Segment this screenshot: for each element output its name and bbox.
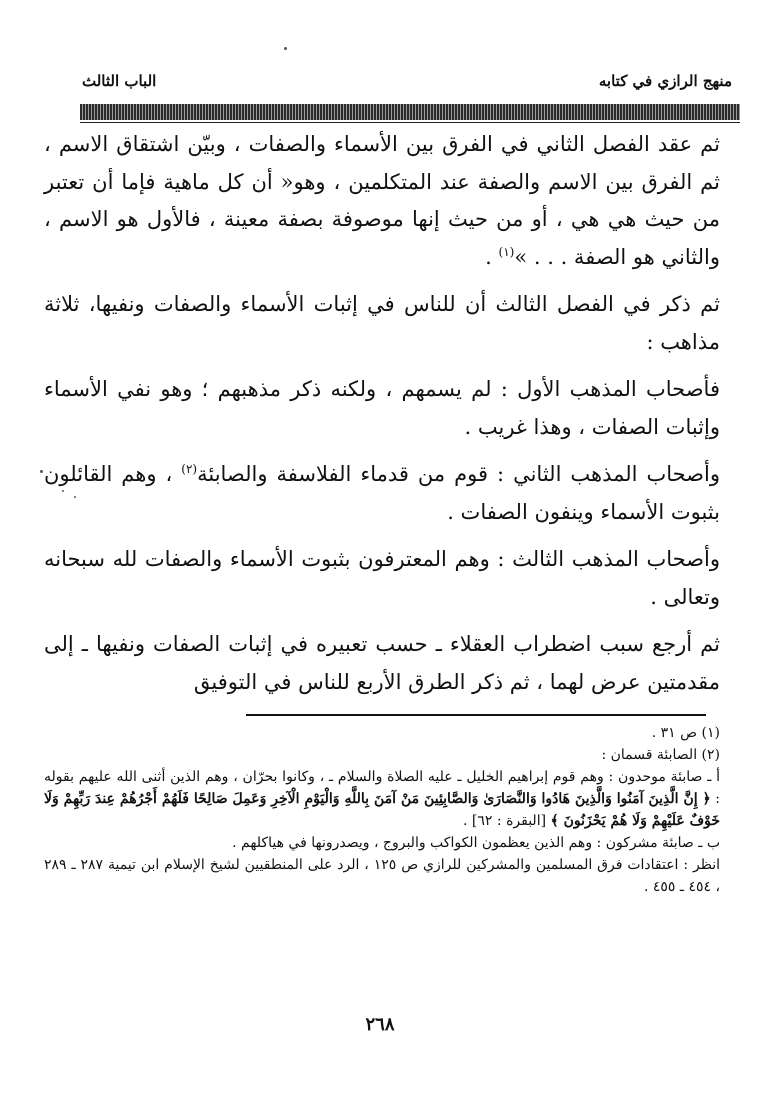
footnote-2-title: (٢) الصابئة قسمان :	[601, 747, 720, 763]
paragraph-tail: .	[485, 244, 499, 269]
paragraph-text: ثم ذكر في الفصل الثالث أن للناس في إثبات الأسماء والصفات ونفيها، ثلاثة مذاهب :	[44, 292, 720, 354]
paragraph	[44, 286, 720, 361]
footnote-1: (١) ص ٣١ .	[651, 725, 720, 741]
footnote-2a-text: أ ـ صابئة موحدون : وهم قوم إبراهيم الخليل ـ عليه الصلاة والسلام ـ ، وكانوا بحرّان ، وهم الذين أثنى الله عليهم بقوله :	[44, 769, 721, 807]
page-number: ٢٦٨	[365, 1014, 395, 1035]
paragraph	[44, 371, 720, 446]
paragraph-tail: ، وهم القائلون بثبوت الأسماء وينفون الصفات .	[44, 462, 720, 524]
paragraph-text: ثم عقد الفصل الثاني في الفرق بين الأسماء والصفات ، وبيّن اشتقاق الاسم ، ثم الفرق بين الاسم والصفة عند المتكلمين ، وهو« أن كل ماهية فإما أن تعتبر من حيث هي هي ، أو من حيث إنها موصوفة بصفة معينة ، فالأول هو الاسم ، والثاني هو الصفة . . . »	[44, 132, 720, 269]
scan-speck	[284, 47, 287, 50]
paragraph-text: وأصحاب المذهب الثاني : قوم من قدماء الفلاسفة والصابئة	[197, 462, 720, 486]
footnote-2a	[44, 766, 720, 832]
paragraph-text: وأصحاب المذهب الثالث : وهم المعترفون بثبوت الأسماء والصفات لله سبحانه وتعالى .	[44, 547, 720, 609]
footnote-2b: ب ـ صابئة مشركون : وهم الذين يعظمون الكواكب والبروج ، ويصدرونها في هياكلهم .	[232, 835, 720, 851]
footnotes	[44, 722, 720, 898]
paragraph-text: فأصحاب المذهب الأول : لم يسمهم ، ولكنه ذكر مذهبهم ؛ وهو نفي الأسماء وإثبات الصفات ، وهذا غريب .	[44, 377, 720, 439]
scan-speck	[74, 496, 76, 498]
running-header-chapter: الباب الثالث	[82, 72, 157, 90]
paragraph-text: ثم أرجع سبب اضطراب العقلاء ـ حسب تعبيره في إثبات الصفات ونفيها ـ إلى مقدمتين عرض لهما ، ثم ذكر الطرق الأربع للناس في التوفيق	[44, 632, 720, 694]
footnote-ref[interactable]: (٢)	[181, 462, 198, 476]
main-text	[44, 126, 720, 711]
scan-speck	[62, 490, 64, 492]
paragraph	[44, 126, 720, 276]
paragraph	[44, 456, 720, 531]
header-rule	[80, 104, 740, 120]
paragraph	[44, 626, 720, 701]
scan-speck	[40, 470, 43, 473]
footnote-2-references: انظر : اعتقادات فرق المسلمين والمشركين للرازي ص ١٢٥ ، الرد على المنطقيين لشيخ الإسلام ابن تيمية ٢٨٧ ـ ٢٨٩ ، ٤٥٤ ـ ٤٥٥ .	[44, 857, 720, 895]
footnote-separator	[246, 714, 706, 716]
running-header-book-title: منهج الرازي في كتابه	[598, 72, 732, 90]
verse-citation: [البقرة : ٦٢] .	[463, 813, 547, 829]
paragraph	[44, 541, 720, 616]
footnote-ref[interactable]: (١)	[498, 244, 515, 259]
quran-verse: ﴿ إِنَّ الَّذِينَ آمَنُوا وَالَّذِينَ هَادُوا وَالنَّصَارَىٰ وَالصَّابِئِينَ مَنْ آمَنَ بِاللَّهِ وَالْيَوْمِ الْآخِرِ وَعَمِلَ صَالِحًا فَلَهُمْ أَجْرُهُمْ عِندَ رَبِّهِمْ وَلَا خَوْفٌ عَلَيْهِمْ وَلَا هُمْ يَحْزَنُونَ ﴾	[44, 791, 720, 829]
